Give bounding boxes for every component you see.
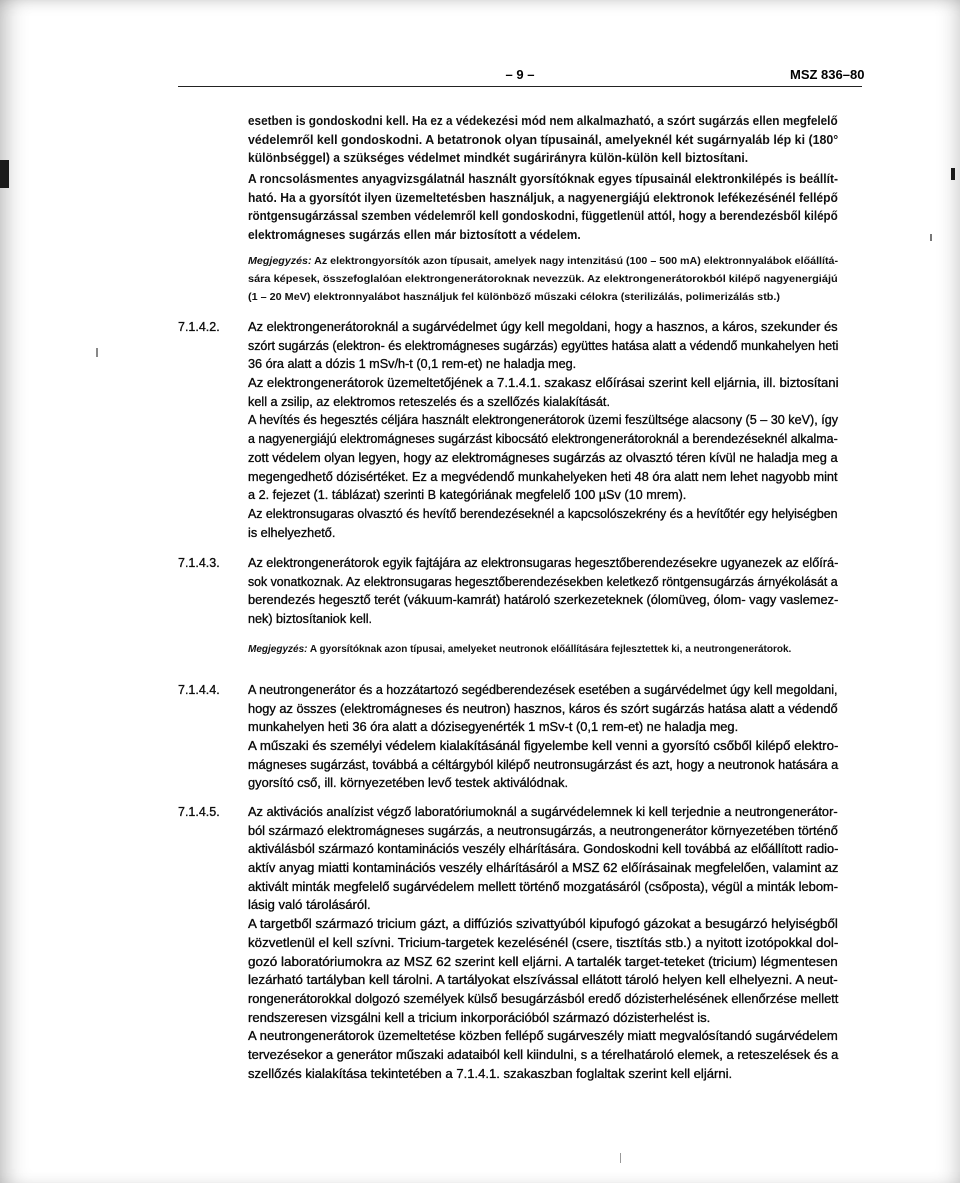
text-line: Az elektrongenerátorok egyik fajtájára az elektronsugaras hegesztőberendezésekre ugyanezek az előírá- [248,556,839,570]
text-line: hogy az összes (elektromágneses és neutron) hasznos, káros és szórt sugárzás hatása alatt a védendő [248,701,838,716]
text-line: közvetlenül el kell szívni. Tricium-targetek kezelésénél (csere, tisztítás stb.) a nyitott izotópokkal dol- [248,935,839,950]
note [248,641,838,659]
text-line: rendszeresen vizsgálni kell a tricium inkorporációból származó dózisterhelést is. [248,1010,711,1025]
text-line: aktiválásból származó kontaminációs veszély elhárítására. Gondoskodni kell továbbá az előállított radio- [248,842,839,857]
text-line: ható. Ha a gyorsítót ilyen üzemeltetésben használjuk, a nagyenergiájú elektronok lefékezésénél fellépő [248,190,838,205]
text-line: mágneses sugárzást, továbbá a céltárgyból kilépő neutronsugárzást és azt, hogy a neutronok hatására a [248,757,839,772]
paragraph [248,170,838,245]
text-line: A neutrongenerátor és a hozzátartozó segédberendezések esetében a sugárvédelmet úgy kell megoldani, [248,683,838,697]
note-label: Megjegyzés: [248,644,308,655]
text-line: esetben is gondoskodni kell. Ha ez a védekezési mód nem alkalmazható, a szórt sugárzás ellen megfelelő [248,114,838,128]
text-line: A targetből származó tricium gázt, a diffúziós szivattyúból kipufogó gázokat a besugárzó helyiségből [248,917,838,932]
text-line: gyorsító cső, ill. környezetében levő testek aktiválódnak. [248,776,569,791]
text-line: 36 óra alatt a dózis 1 mSv/h-t (0,1 rem-et) ne haladja meg. [248,357,577,372]
section-7-1-4-2 [178,318,839,542]
text-line: szellőzés kialakítása tekintetében a 7.1.4.1. szakaszban foglaltak szerint kell eljárni. [248,1066,733,1081]
text-line: Az elektrongenerátoroknál a sugárvédelmet úgy kell megoldani, hogy a hasznos, a káros, szekunder és [248,320,838,334]
text-line: berendezés hegesztő terét (vákuum-kamrát) határoló szerkezeteknek (ólomüveg, ólom- vagy vaslemez- [248,593,839,608]
text-line: A neutrongenerátorok üzemeltetése közben fellépő sugárveszély miatt megvalósítandó sugárvédelem [248,1029,838,1044]
text-line: elektromágneses sugárzás ellen már biztosított a védelem. [248,228,581,243]
text-line: aktív anyag miatti kontaminációs veszély elhárításáról a MSZ 62 előírásainak megfelelően, valamint az [248,861,839,876]
standard-id: MSZ 836–80 [790,67,865,82]
text-line: védelemről kell gondoskodni. A betatronok olyan típusainál, amelyeknél két sugárnyaláb lép ki (180° [248,132,839,147]
text-line: különbséggel) a szükséges védelmet mindkét sugárirányra külön-külön kell biztosítani. [248,151,749,166]
text-line: kell a zsilip, az elektromos reteszelés és a szellőzés kialakítását. [248,394,610,409]
note-line: (1 – 20 MeV) elektronnyalábot használjuk fel különböző műszaki célokra (sterilizálás, polimerizálás stb.) [248,292,781,303]
text-line: Az aktivációs analízist végző laboratóriumoknál a sugárvédelemnek ki kell terjednie a neutrongenerátor- [248,805,838,819]
text-line: megengedhető dózisértéket. Ez a megvédendő munkahelyeken heti 48 óra alatt nem lehet nagyobb mint [248,469,838,484]
text-line: szórt sugárzás (elektron- és elektromágneses sugárzás) együttes hatása alatt a védendő munkahelyen heti [248,338,839,353]
text-line: a nagyenergiájú elektromágneses sugárzást kibocsátó elektrongenerátoroknál a berendezéseknél alkalma- [248,432,838,447]
text-line: Az elektronsugaras olvasztó és hevítő berendezéseknél a kapcsolószekrény és a hevítőtér egy helyiségben [248,506,838,521]
section-number: 7.1.4.5. [178,805,220,819]
text-line: ból származó elektromágneses sugárzás, a neutronsugárzás, a neutrongenerátor környezetében történő [248,823,838,838]
text-line: tervezésekor a generátor műszaki adataiból kell kiindulni, s a térelhatároló elemek, a reteszelések és a [248,1047,839,1062]
scan-mark [951,168,955,180]
header-rule [178,86,862,87]
note-line [248,253,838,271]
text-line: sok vonatkoznak. Az elektronsugaras hegesztőberendezésekben keletkező röntgensugárzás árnyékolását a [248,574,838,589]
text-line: lezárható tartályban kell tárolni. A tartályokat elszívással ellátott tároló helyen kell elhelyezni. A neut- [248,973,838,988]
text-line: munkahelyen heti 36 óra alatt a dózisegyenérték 1 mSv-t (0,1 rem-et) ne haladja meg. [248,720,739,735]
section-number: 7.1.4.3. [178,556,220,570]
scan-mark [0,160,9,188]
text-line: nek) biztosítaniok kell. [248,612,373,627]
text-line: rongenerátorokkal dolgozó személyek külső besugárzásból eredő dózisterhelésének ellenőrzése mellett [248,991,839,1006]
scan-mark [620,1153,621,1163]
note-label: Megjegyzés: [248,256,312,267]
section-7-1-4-3 [178,554,839,629]
text-line: röntgensugárzással szemben védelemről kell gondoskodni, függetlenül attól, hogy a berendezésből kilépő [248,209,838,224]
section-number: 7.1.4.2. [178,320,220,334]
text-line: lásig való tárolásáról. [248,898,371,913]
scan-mark [930,234,932,241]
scan-mark [96,348,98,357]
section-number: 7.1.4.4. [178,683,220,697]
text-line: A roncsolásmentes anyagvizsgálatnál használt gyorsítóknak egyes típusainál elektronkilépés is beállít- [248,172,838,186]
text-line: gozó laboratóriumokra az MSZ 62 szerint kell eljárni. A tartalék target-teteket (tricium) légmentesen [248,954,838,969]
text-line: is elhelyezhető. [248,525,336,540]
note [248,253,838,307]
text-line: aktivált minták megfelelő sugárvédelem mellett történő mozgatásáról (csőposta), végül a minták lebom- [248,879,839,894]
note-text: Az elektrongyorsítók azon típusait, amelyek nagy intenzitású (100 – 500 mA) elektronnyalábok előállítá- [314,256,839,267]
note-line [248,641,791,659]
text-line: A hevítés és hegesztés céljára használt elektrongenerátorok üzemi feszültsége alacsony (5 – 30 keV), így [248,413,839,428]
section-7-1-4-4 [178,681,839,793]
section-7-1-4-5 [178,803,839,1083]
text-line: zott védelem olyan legyen, hogy az elektromágneses sugárzás az olvasztó téren kívül ne haladja meg a [248,450,838,465]
text-line: A műszaki és személyi védelem kialakításánál figyelembe kell venni a gyorsító csőből kilépő elektro- [248,739,839,754]
note-text: A gyorsítóknak azon típusai, amelyeket neutronok előállítására fejlesztettek ki, a neutrongenerátorok. [309,644,792,655]
text-line: a 2. fejezet (1. táblázat) szerinti B kategóriának megfelelő 100 µSv (10 mrem). [248,488,687,503]
paragraph [248,112,838,168]
page-number: – 9 – [505,67,535,82]
note-line: sára képesek, összefoglalóan elektrongenerátoroknak nevezzük. Az elektrongenerátorokból kilépő nagyenergiájú [248,274,838,285]
text-line: Az elektrongenerátorok üzemeltetőjének a 7.1.4.1. szakasz előírásai szerint kell eljárnia, ill. biztosítani [248,376,839,391]
